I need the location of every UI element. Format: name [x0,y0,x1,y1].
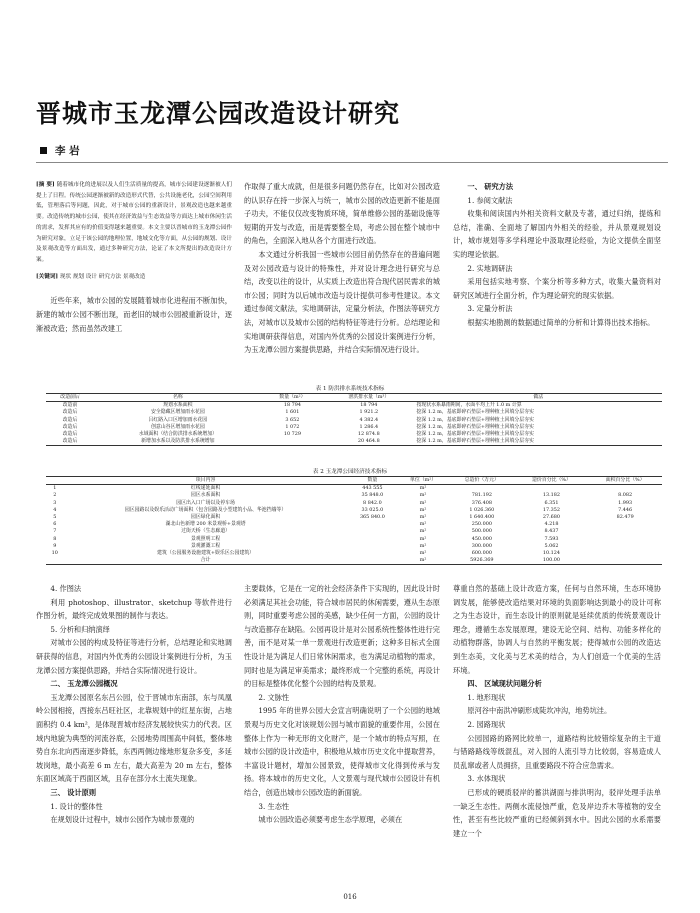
table-row [46,507,662,514]
table-cell: 1 921.2 [359,409,379,416]
table-cell: 20 464.8 [323,438,414,446]
table-cell: 7.446 [618,506,633,513]
section-heading: 二、 玉龙潭公园概况 [50,679,118,689]
table-cell: 过街天桥（生态廊道） [181,528,231,535]
table-cell: 17.352 [542,506,561,513]
table-cell: 4 382.4 [359,416,379,423]
paragraph: 主要载体，它是在一定的社会经济条件下实现的，因此设计时必须满足其社会功能，符合城市居民的休闲需要，遵从生态原则，同时重要考虑公园的美感，缺少任何一方面，公园的设计与改造都存在缺陷。公园再设计是对公园系统性整体性进行完善，而不是对某一单一景观进行改造更新；这种多目标式全面性设计是为满足人们日常休闲需求，也为满足动植物的需求，同时也是为满足审美需求；最终形成一个完整的系统，再设计的目标是整体优化整个公园的结构及景观。 [244,584,440,689]
column-2-bottom [244,582,440,827]
table-cell: 挖深 1.2 m，基底即碎石垫层+埋种植土回填分层夯实 [416,409,534,416]
table-cell: m² [419,506,427,513]
table-cell: 1 072 [285,423,300,430]
table-cell: 1 [53,485,57,492]
table-cell: 500.000 [471,528,492,535]
table-cell: m² [419,499,427,506]
table-cell: 7 [53,528,57,535]
subsection-heading: 2. 文脉性 [258,692,290,702]
table-row [46,431,662,438]
column-2-top [244,180,440,357]
column-3-bottom [453,582,661,840]
subsection-heading: 3. 生态性 [258,801,290,811]
table-cell: 新增加水系以及防洪排水系统增加 [94,438,262,446]
table-cell: 建筑（公园服务设施建筑+娱乐区公园建筑） [157,550,255,557]
table-row [46,438,662,446]
author-name: 李 岩 [55,145,80,157]
table-cell: 5 [53,514,57,521]
table-header-cell: 改造前后 [46,394,94,402]
table-cell: 园区出入口广场以及停车场 [176,499,235,506]
paragraph: 玉龙潭公园原名东吕公园，位于晋城市东南部，东与凤凰岭公园相接，西接东吕旺社区，北靠规划中的红星东街，占地面积约 0.4 km²，是体现晋城市经济发展较快实力的代表。区域内地貌为典型的河流谷底，公园地势周围高中间低，整体地势自东北向西南逐步降低，东西两侧边缘地形复杂多变，多延坡岗地，最小高差 6 m 左右，最大高差为 20 m 左右，整体东面区域高于西面区域，且存在部分水土流失现象。 [36,692,232,784]
paragraph: 利用 photoshop、illustrator、sketchup 等软件进行作图分析，最终完成效果图的制作与表达。 [36,597,232,621]
table-cell: 4 [53,506,57,513]
table-cell: m² [419,542,427,549]
table-cell: 1 286.4 [359,423,379,430]
page-number: 016 [343,893,357,901]
subsection-heading: 3. 定量分析法 [467,304,513,314]
table-row [46,402,662,410]
subsection-heading: 3. 水体现状 [467,774,506,784]
table-row [46,543,662,550]
table-cell: 挖深 1.2 m，基底即碎石垫层+埋种植土回填分层夯实 [416,416,534,423]
table-cell: 景观灌溉工程 [190,542,221,549]
square-bullet-icon [40,147,47,154]
table-cell [449,485,515,493]
table-cell: 781.192 [471,492,492,499]
table-header-cell: 面积百分比（%） [588,477,662,485]
keywords [36,272,232,283]
table-cell [588,528,662,535]
table-cell: 改造后 [62,416,78,423]
table-cell: 园区园路以及娱乐活动广场面积（包含园路及小型建筑小品、华池挡墙等） [124,506,287,513]
subsection-heading: 1. 设计的整体性 [50,801,103,811]
table-cell: 3 [53,499,57,506]
table-cell: 8 [53,535,57,542]
author-line [40,143,80,158]
table-cell: 18 794 [360,402,378,409]
paragraph: 已形成的硬质驳岸的蓄洪湖面与排洪明沟，驳岸处理手法单一缺乏生态性。两侧水流侵蚀严重，危及岸边乔木等植物的安全性，甚至有些比较严重的已经倾斜到水中。因此公园的水系需要建立一个 [453,787,661,838]
table-row [46,417,662,424]
table-cell: 6 [53,521,57,528]
table-cell [588,543,662,550]
title-divider [36,162,668,163]
table-cell: 挖深 1.2 m，基底即碎石垫层+埋种植土回填分层夯实 [416,423,534,430]
paragraph: 尊重自然的基础上设计改造方案，任何与自然环境，生态环境协调发展，能够使改造结果对环境的负面影响达到最小的设计可称之为生态设计，而生态设计的原则就是延续优质的传统景观设计理念，遵循生态发展原理，建设无论空间、结构、功能多样化的动植物群落，协调人与自然的平衡发展；使得城市公园的改造达到生态美，文化美与艺术美的结合，为人们创造一个优美的生活环境。 [453,584,661,675]
table-cell: 改造后 [62,423,78,430]
table-cell [348,543,398,550]
table-cell: m² [419,550,427,557]
table-cell: m² [419,528,427,535]
table-cell: 18 794 [283,402,301,409]
column-1-bottom [36,582,232,827]
table-cell: 挖深 1.2 m，基底即碎石垫层+埋种植土回填分层夯实 [415,438,663,446]
table-cell: 450.000 [471,535,492,542]
paragraph: 对城市公园的构成及特征等进行分析，总结理论和实地调研获得的信息，对国内外优秀的公园设计案例进行分析，为玉龙潭公园方案提供思路，并结合实际情况进行设计。 [36,638,232,675]
table-row [46,514,662,521]
subsection-heading: 1. 参阅文献法 [467,195,513,205]
table-cell: 250.000 [471,521,492,528]
paragraph: 原河谷中南洪冲刷形成陡坎冲沟，地势坑洼。 [467,706,612,716]
subsection-heading: 2. 园路现状 [467,719,506,729]
table-row [46,485,662,493]
abstract [36,180,232,266]
table-cell [588,485,662,493]
table-cell: 改造前 [62,402,78,409]
paragraph: 公园园路的路网比较单一，道路结构比较错综复杂的主干道与错路路线等级混乱，对入园的人流引导力比较弱，容易造成人员乱窜或者人员拥挤，且重要路段不符合应急需求。 [453,733,661,770]
table-header-cell: 单位（m²） [397,477,449,485]
section-heading: 三、 设计原则 [50,787,97,797]
table-cell [588,521,662,528]
table-cell: 8 842.0 [363,499,382,506]
table-cell: 改造后 [62,431,78,438]
table-cell: 1.993 [618,499,633,506]
paragraph: 根据实地勘测的数据通过简单的分析和计算得出技术指标。 [467,317,655,327]
table-cell: 13.182 [542,492,561,499]
paragraph: 采用包括实地考察、个案分析等多种方式，收集大量资料对研究区域进行全面分析，作为理论研究的现实依据。 [453,277,661,300]
table-2-caption: 表 2 玉龙潭公园经济技术指标 [312,469,388,475]
table-cell: 红线递延面积 [190,485,221,492]
table-cell: 创意山谷区增加雨水花园 [150,423,205,430]
table-row [46,424,662,431]
table-cell: 1 601 [285,409,300,416]
table-cell: 8.437 [544,528,559,535]
table-2 [46,476,662,565]
table-cell: 600.000 [471,550,492,557]
table-cell: 10 729 [283,431,301,438]
paragraph: 本文通过分析我国一些城市公园目前仍然存在的普遍问题及对公园改造与设计的特殊性，并对设计理念进行研究与总结，改变以往的设计，从实质上改造出符合现代居民需求的城市公园；同时为以后城市改造与设计提供可参考性建议。本文通过参阅文献法，实地调研法，定量分析法，作图法等研究方法，对城市以及城市公园的结构特征等进行分析。总结理论和实地调研获得信息，对国内外优秀的公园设计案例进行分析，为玉龙潭公园方案提供思路，并结合实际情况进行设计。 [244,249,440,355]
table-cell: 27.680 [542,514,561,521]
table-cell: 5926.369 [449,557,515,565]
table-cell: 100.00 [515,557,589,565]
table-row [46,521,662,528]
table-cell: 9 [53,542,57,549]
table-cell: 7.593 [544,535,559,542]
table-row [46,500,662,507]
table-header-cell: 总造价（万元） [449,477,515,485]
table-row [46,536,662,543]
table-cell: 365 840.0 [359,514,385,521]
table-cell [348,550,398,557]
table-cell: 安全隐藏区增加雨水花园 [150,409,205,416]
abstract-tag: [摘 要] [36,182,55,188]
table-row [46,528,662,535]
intro-paragraph: 近些年来，城市公园的发展随着城市化进程而不断加快，新建的城市公园不断出现，而老旧的城市公园被重新设计，逐渐被改造；然而虽然改建工 [36,296,232,333]
table-cell [46,557,64,565]
table-cell: 1 640.400 [469,514,495,521]
table-cell: 湖北山色新增 200 米景观桥+景观塔 [165,521,246,528]
table-header-cell: 做法 [415,394,663,402]
table-cell [348,557,398,565]
table-row [46,557,662,565]
table-cell: 园区绿化面积 [190,514,221,521]
table-cell: 1 026.360 [469,506,495,513]
table-cell: 2 [53,492,57,499]
abstract-text: 随着城市化的进展以及人们生活质量的提高，城市公园建设逐渐被人们提上了日程。传统公园逐渐被新的改造形式代替，公共设施老化，公园空间利用低，管理落后等问题，因此，对于城市公园的重新设计，景观改造也越来越重要。改造传统的城市公园，使其在经济效益与生态效益等方面达上城市休闲生活的需求，发挥其应有的价值变得越来越重要。本文主要以晋城市的玉龙潭公园作为研究对象，立足于该公园的地理位置，地域文化等方面，从公园的规划、设计及景观改造等方面出发，通过多种研究方法，论证了本文所提出的改造设计方案。 [36,182,232,263]
paragraph: 城市公园改造必须要考虑生态学原理，必须在 [258,815,403,825]
section-heading: 四、 区域现状问题分析 [467,679,542,689]
paragraph: 作取得了重大成就，但是很多问题仍然存在，比如对公园改造的认识存在持一步深入与统一，城市公园的改造更新不能是面子功夫，不能仅仅改变物质环境，简单维修公园的基础设施等短期的开发与改造，而是需要整全局，考虑公园在整个城市中的角色，全面深入地从各个方面进行改造。 [244,182,440,246]
table-cell [348,536,398,543]
subsection-heading: 5. 分析和归纳演绎 [50,624,110,634]
paragraph: 在规划设计过程中，城市公园作为城市景观的 [50,815,195,825]
table-cell [348,528,398,535]
table-header-cell: 数量（m²） [262,394,323,402]
paragraph: 1995 年的世界公园大会宣言明确说明了一个公园的地域景观与历史文化对该规划公园与城市面貌的重要作用，公园在整体上作为一种无形的文化财产，是一个城市的特点写照，在城市公园的设计改造中，积极地从城市历史文化中提取营养，丰富设计题材，增加公园景致，使得城市文化得到传承与发扬。将本城市的历史文化，人文景观与现代城市公园设计有机结合，创造出城市公园改造的新面貌。 [244,706,440,797]
table-header-cell: 泄洪排水量（m³） [323,394,414,402]
table-cell: 园区水系面积 [190,492,221,499]
table-row [46,492,662,499]
table-cell: 改造后 [46,438,94,446]
table-cell: 8.082 [618,492,633,499]
table-cell: m² [419,535,427,542]
table-cell: 水域面积（结合防洪排水系统增加） [138,431,217,438]
table-row [46,550,662,557]
table-cell: m² [419,492,427,499]
table-cell [262,438,323,446]
article-title: 晋城市玉龙潭公园改造设计研究 [36,99,401,128]
table-cell: 82.479 [616,514,634,521]
table-cell: 300.000 [471,542,492,549]
table-cell: m² [419,514,427,521]
table-cell [348,521,398,528]
table-cell [588,550,662,557]
table-cell: 6.351 [544,499,559,506]
paragraph: 收集和阅读国内外相关资料文献及专著，通过归纳，提炼和总结，准确、全面地了解国内外相关的经验，并从景观规划设计，城市规划等多学科理论中汲取理论经验，为论文提供全面坚实的理论依据。 [453,209,661,259]
table-header-cell: 项目内容 [64,477,348,485]
table-cell: 按现状水系暴雨期间，水面平均上升 1.0 m 计算 [416,402,522,409]
table-cell: 5.062 [544,542,559,549]
table-1-caption: 表 1 防洪排水系统技术指标 [315,386,385,392]
column-1-top [36,180,232,335]
table-cell: 改造后 [62,409,78,416]
subsection-heading: 4. 作图法 [50,584,82,593]
table-cell: 376.408 [471,499,492,506]
table-cell: m² [419,485,427,492]
table-cell: 景观照明工程 [190,535,221,542]
table-header-cell [46,477,64,485]
table-header-cell: 数量 [348,477,398,485]
table-header-cell: 名称 [94,394,262,402]
table-cell: 吕红路入口区增加雨水花园 [148,416,208,423]
table-cell: 4.218 [544,521,559,528]
keywords-tag: [关键词] [36,273,59,280]
table-cell: 443 555 [362,485,383,492]
table-cell: 35 848.0 [361,492,384,499]
table-row [46,409,662,416]
table-1 [46,393,662,446]
table-cell: 10.124 [542,550,561,557]
table-header-cell: 造价百分比（%） [515,477,589,485]
section-heading: 一、 研究方法 [467,182,514,191]
table-cell: 12 874.8 [357,431,380,438]
subsection-heading: 2. 实地调研法 [467,263,513,273]
table-cell: m² [397,557,449,565]
table-cell [588,557,662,565]
keywords-text: 现状 规划 设计 研究方法 景观改造 [59,273,146,280]
table-cell: 3 652 [285,416,300,423]
table-cell: 规划水系面积 [163,402,193,409]
table-cell [588,536,662,543]
table-cell: 合计 [64,557,348,565]
table-cell: 挖深 1.2 m，基底即碎石垫层+埋种植土回填分层夯实 [416,431,534,438]
table-cell: 33 025.0 [361,506,384,513]
table-cell [515,485,589,493]
subsection-heading: 1. 地形现状 [467,692,506,702]
table-cell: m² [419,521,427,528]
table-cell: 10 [51,550,58,557]
column-3-top [453,180,661,330]
